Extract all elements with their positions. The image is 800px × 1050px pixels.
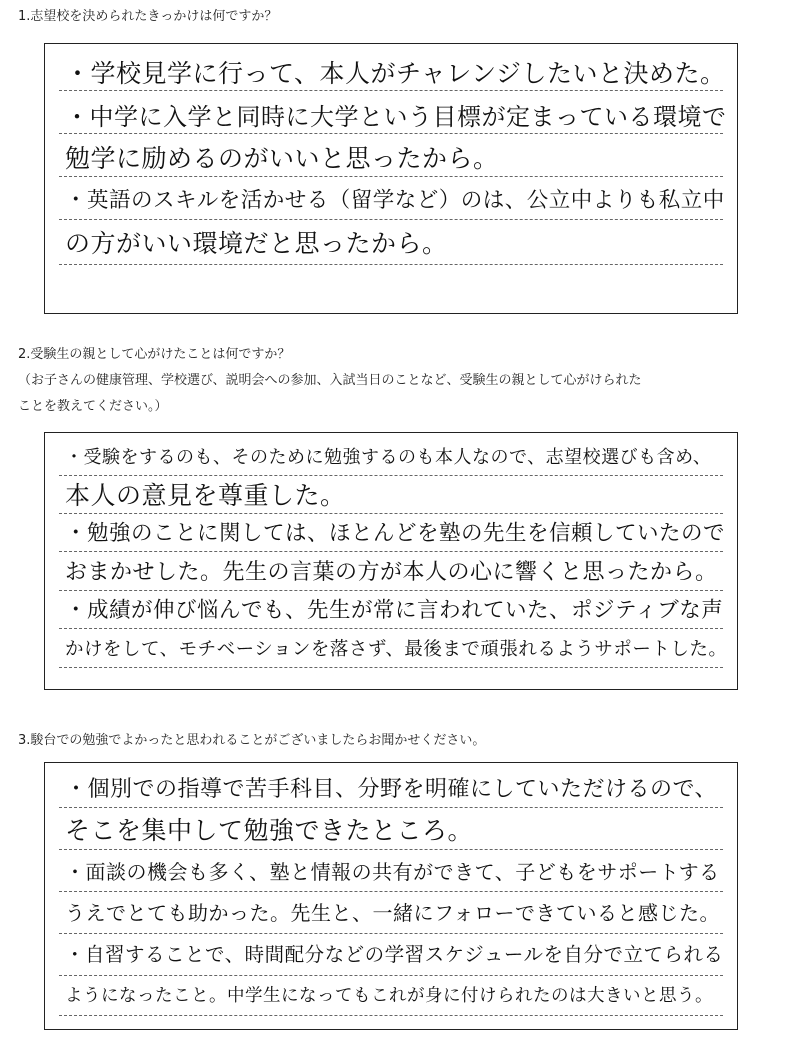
answer-3-line-4: うえでとても助かった。先生と、一緒にフォローできていると感じた。 [65,901,720,925]
answer-1-line-4: ・英語のスキルを活かせる（留学など）のは、公立中よりも私立中 [65,188,725,213]
ruled-line [59,667,723,668]
answer-box-2 [44,432,738,690]
ruled-line [59,628,723,629]
ruled-line [59,891,723,892]
question-3-title: 3.駿台での勉強でよかったと思われることがございましたらお聞かせください。 [18,733,486,748]
ruled-line [59,1015,723,1016]
answer-1-line-3: 勉学に励めるのがいいと思ったから。 [65,144,499,173]
answer-box-1 [44,43,738,314]
ruled-line [59,849,723,850]
answer-3-line-1: ・個別での指導で苦手科目、分野を明確にしていただけるので、 [65,777,718,802]
ruled-line [59,264,723,265]
answer-1-line-2: ・中学に入学と同時に大学という目標が定まっている環境で [65,103,727,131]
answer-1-line-1: ・学校見学に行って、本人がチャレンジしたいと決めた。 [65,59,726,88]
answer-3-line-3: ・面談の機会も多く、塾と情報の共有ができて、子どもをサポートする [65,860,720,884]
answer-3-line-6: ようになったこと。中学生になってもこれが身に付けられたのは大きいと思う。 [65,986,713,1006]
question-2-title: 2.受験生の親として心がけたことは何ですか？ [18,347,291,362]
answer-2-line-6: かけをして、モチベーションを落さず、最後まで頑張れるようサポートした。 [65,639,728,660]
answer-2-line-2: 本人の意見を尊重した。 [65,481,346,510]
ruled-line [59,133,723,134]
answer-2-line-1: ・受験をするのも、そのために勉強するのも本人なので、志望校選びも含め、 [65,447,712,468]
ruled-line [59,551,723,552]
ruled-line [59,975,723,976]
answer-1-line-5: の方がいい環境だと思ったから。 [65,229,448,258]
ruled-line [59,590,723,591]
answer-3-line-5: ・自習することで、時間配分などの学習スケジュールを自分で立てられる [65,943,724,966]
ruled-line [59,475,723,476]
ruled-line [59,219,723,220]
answer-3-line-2: そこを集中して勉強できたところ。 [65,816,474,845]
question-2-note-line-2: ことを教えてください。） [18,399,168,414]
answer-box-3 [44,762,738,1030]
question-1-title: 1.志望校を決められたきっかけは何ですか？ [18,9,278,24]
ruled-line [59,513,723,514]
question-2-note-line-1: （お子さんの健康管理、学校選び、説明会への参加、入試当日のことなど、受験生の親として心がけられた [18,373,642,388]
ruled-line [59,933,723,934]
ruled-line [59,807,723,808]
answer-2-line-4: おまかせした。先生の言葉の方が本人の心に響くと思ったから。 [65,560,718,585]
ruled-line [59,176,723,177]
answer-2-line-5: ・成績が伸び悩んでも、先生が常に言われていた、ポジティブな声 [65,598,724,623]
answer-2-line-3: ・勉強のことに関しては、ほとんどを塾の先生を信頼していたので [65,521,726,546]
ruled-line [59,90,723,91]
